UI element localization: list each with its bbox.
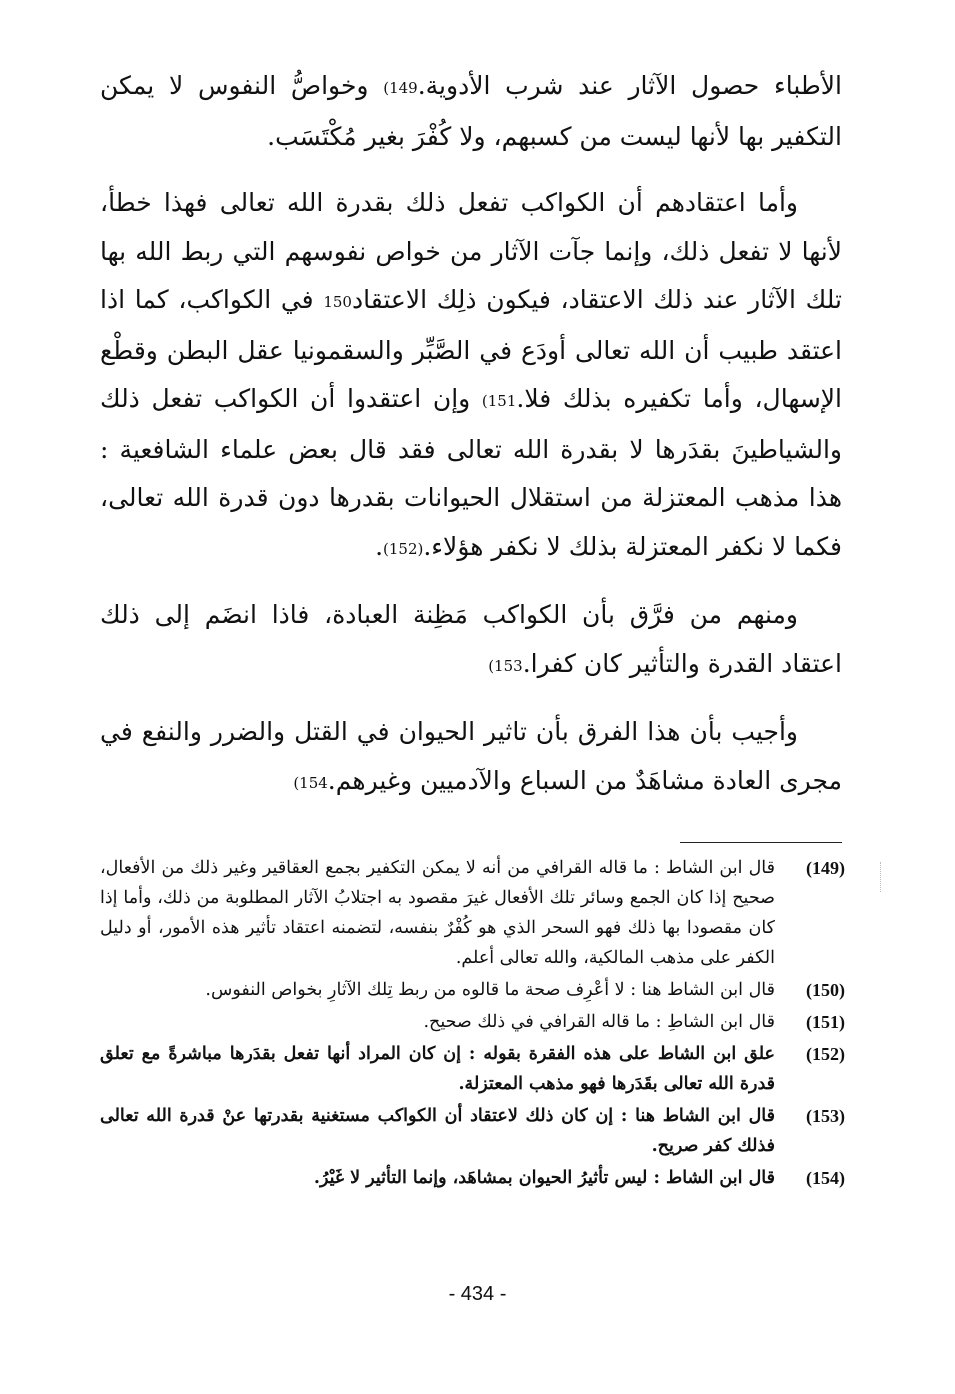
paragraph-1-text-b: وخواصُّ النفوس لا يمكن التكفير بها لأنها ليست من كسبهم، ولا كُفْرَ بغير مُكْتَسَب. xyxy=(100,71,842,151)
footnote-number: (151) xyxy=(806,1012,845,1032)
paragraph-2-text-a: وأما اعتقادهم أن الكواكب تفعل ذلك بقدرة الله تعالى فهذا خطأ، لأنها لا تفعل ذلك، وإنما جآت الآثار من خواص نفوسهم التي ربط الله بها تلك الآثار عند ذلك الاعتقاد، فيكون ذلِك الاعتقاد xyxy=(100,188,842,314)
footnote-152 xyxy=(100,1039,845,1099)
footnote-ref-152[interactable]: (152) xyxy=(383,539,424,558)
footnote-ref-149[interactable]: (149 xyxy=(383,79,418,97)
paragraph-3 xyxy=(100,591,842,690)
footnote-ref-153[interactable]: (153 xyxy=(488,656,523,675)
footnote-ref-154[interactable]: (154 xyxy=(293,773,328,792)
footnote-number: (150) xyxy=(806,980,845,1000)
paragraph-4 xyxy=(100,708,842,807)
page-number: - 434 - xyxy=(448,1283,507,1305)
paragraph-1 xyxy=(100,62,842,161)
footnote-number: (149) xyxy=(806,858,845,878)
footnote-151 xyxy=(100,1007,845,1037)
footnotes-section xyxy=(100,853,845,1195)
footnote-number: (153) xyxy=(806,1106,845,1126)
footnote-separator xyxy=(680,842,842,843)
footnote-154 xyxy=(100,1163,845,1193)
paragraph-2-text-c: وإن اعتقدوا أن الكواكب تفعل ذلك والشياطينَ بقدَرها لا بقدرة الله تعالى فقد قال بعض علماء الشافعية : هذا مذهب المعتزلة من استقلال الحيوانات بقدرها دون قدرة الله تعالى، فكما لا نكفر المعتزلة بذلك لا نكفر هؤلاء. xyxy=(100,384,842,561)
footnote-number: (152) xyxy=(806,1044,845,1064)
paragraph-3-text-a: ومنهم من فرَّق بأن الكواكب مَظِنة العبادة، فاذا انضَم إلى ذلك اعتقاد القدرة والتأثير كان كفرا. xyxy=(100,600,842,678)
footnote-150 xyxy=(100,975,845,1005)
footnote-ref-150[interactable]: 150 xyxy=(323,293,352,311)
footnote-text: علق ابن الشاط على هذه الفقرة بقوله : إن كان المراد أنها تفعل بقدَرها مباشرةً مع تعلق قدرة الله تعالى بقَدَرها فهو مذهب المعتزلة. xyxy=(100,1044,775,1094)
footnote-153 xyxy=(100,1101,845,1161)
footnote-text: قال ابن الشاط هنا : لا أعْرِف صحة ما قالوه من ربط تِلك الآثارِ بخواص النفوس. xyxy=(205,980,775,1000)
main-text xyxy=(100,62,842,825)
paragraph-2-text-d: . xyxy=(375,531,384,561)
footnote-ref-151[interactable]: (151 xyxy=(481,392,517,410)
footnote-number: (154) xyxy=(806,1168,845,1188)
paragraph-2-text-b: في الكواكب، كما اذا اعتقد طبيب أن الله تعالى أودَع في الصَّبِّر والسقمونيا عقل البطن وقطْع الإسهال، وأما تكفيره بذلك فلا. xyxy=(100,285,843,413)
footnote-text: قال ابن الشاط : ما قاله القرافي من أنه لا يمكن التكفير بجمع العقاقير وغير ذلك من الأفعال، صحيح إذا كان الجمع وسائر تلك الأفعال غيرَ مقصود به اجتلابُ الآثار المطلوبة من ذلك، وأما إذا كان مقصودا بها ذلك فهو السحر الذي هو كُفْرٌ بنفسه، لتضمنه اعتقاد تأثير هذه الأمور، أو دليل الكفر على مذهب المالكية، والله تعالى أعلم. xyxy=(100,858,775,968)
paragraph-2 xyxy=(100,179,842,573)
paragraph-4-text-a: وأجيب بأن هذا الفرق بأن تاثير الحيوان في القتل والضرر والنفع في مجرى العادة مشاهَدٌ من السباع والآدميين وغيرهم. xyxy=(100,717,842,795)
footnote-149 xyxy=(100,853,845,973)
footnote-text: قال ابن الشاط هنا : إن كان ذلك لاعتقاد أن الكواكب مستغنية بقدرتها عنْ قدرة الله تعالى فذلك كفر صريح. xyxy=(100,1106,775,1156)
paragraph-1-text-a: الأطباء حصول الآثار عند شرب الأدوية. xyxy=(417,71,842,100)
footnote-text: قال ابن الشاط : ليس تأثيرُ الحيوان بمشاهَد، وإنما التأثير لا غَيْرُ. xyxy=(313,1168,775,1188)
margin-mark xyxy=(880,862,883,892)
footnote-text: قال ابن الشاطِ : ما قاله القرافي في ذلك صحيح. xyxy=(423,1012,775,1032)
